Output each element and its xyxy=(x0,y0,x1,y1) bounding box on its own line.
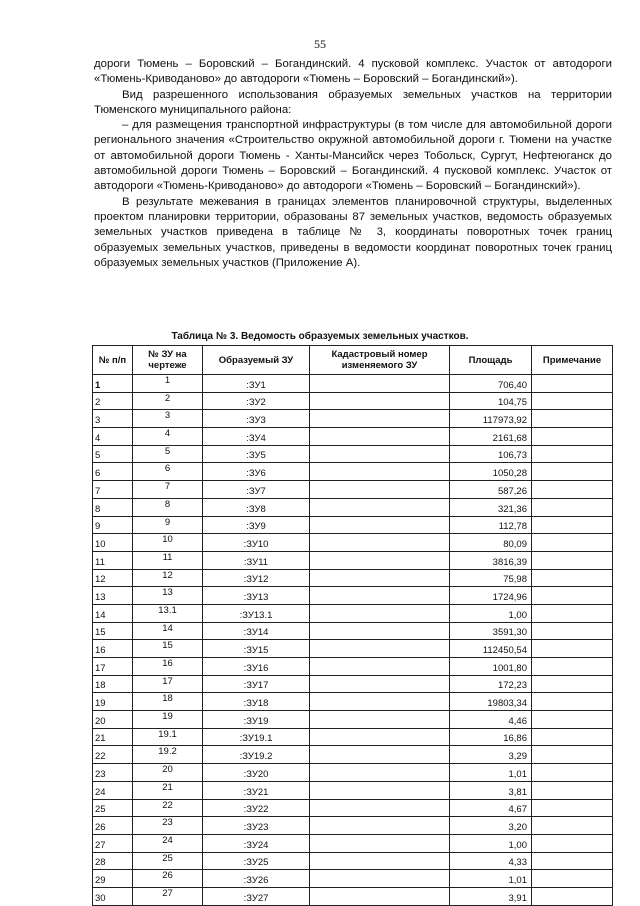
cell-cadastral-number xyxy=(310,622,450,640)
cell-formed-plot: :ЗУ22 xyxy=(203,799,310,817)
paragraph: Вид разрешенного использования образуемых земельных участков на территории Тюменского муниципального района: xyxy=(94,88,612,116)
cell-note xyxy=(532,658,613,676)
cell-number: 15 xyxy=(93,622,133,640)
cell-number: 5 xyxy=(93,445,133,463)
cell-formed-plot: :ЗУ25 xyxy=(203,852,310,870)
table-row xyxy=(93,375,613,393)
cell-formed-plot: :ЗУ3 xyxy=(203,410,310,428)
header-plot-on-drawing: № ЗУ на чертеже xyxy=(133,346,203,375)
cell-formed-plot: :ЗУ10 xyxy=(203,534,310,552)
cell-cadastral-number xyxy=(310,764,450,782)
table-row xyxy=(93,569,613,587)
cell-area: 75,98 xyxy=(450,569,532,587)
cell-number: 20 xyxy=(93,711,133,729)
cell-note xyxy=(532,640,613,658)
cell-plot-on-drawing: 2 xyxy=(133,392,203,410)
cell-cadastral-number xyxy=(310,693,450,711)
cell-formed-plot: :ЗУ19.1 xyxy=(203,728,310,746)
cell-note xyxy=(532,870,613,888)
cell-number: 28 xyxy=(93,852,133,870)
cell-note xyxy=(532,410,613,428)
cell-formed-plot: :ЗУ13.1 xyxy=(203,604,310,622)
cell-area: 1,00 xyxy=(450,604,532,622)
cell-formed-plot: :ЗУ19.2 xyxy=(203,746,310,764)
cell-plot-on-drawing: 1 xyxy=(133,375,203,393)
cell-formed-plot: :ЗУ1 xyxy=(203,375,310,393)
cell-plot-on-drawing: 22 xyxy=(133,799,203,817)
cell-cadastral-number xyxy=(310,498,450,516)
cell-formed-plot: :ЗУ9 xyxy=(203,516,310,534)
cell-area: 19803,34 xyxy=(450,693,532,711)
land-plots-table xyxy=(92,345,613,906)
cell-plot-on-drawing: 14 xyxy=(133,622,203,640)
cell-plot-on-drawing: 15 xyxy=(133,640,203,658)
table-row xyxy=(93,852,613,870)
cell-cadastral-number xyxy=(310,569,450,587)
cell-number: 25 xyxy=(93,799,133,817)
cell-note xyxy=(532,534,613,552)
cell-number: 23 xyxy=(93,764,133,782)
paragraph: дороги Тюмень – Боровский – Богандинский. 4 пусковой комплекс. Участок от автодороги «Тюмень-Криводаново» до автодороги «Тюмень – Боровский – Богандинский»). xyxy=(94,58,612,86)
cell-note xyxy=(532,834,613,852)
cell-formed-plot: :ЗУ15 xyxy=(203,640,310,658)
cell-area: 3591,30 xyxy=(450,622,532,640)
cell-note xyxy=(532,569,613,587)
cell-cadastral-number xyxy=(310,534,450,552)
cell-number: 11 xyxy=(93,551,133,569)
cell-number: 29 xyxy=(93,870,133,888)
cell-note xyxy=(532,728,613,746)
cell-note xyxy=(532,498,613,516)
cell-cadastral-number xyxy=(310,887,450,905)
table-row xyxy=(93,498,613,516)
cell-number: 17 xyxy=(93,658,133,676)
cell-area: 3816,39 xyxy=(450,551,532,569)
table-row xyxy=(93,481,613,499)
cell-area: 3,91 xyxy=(450,887,532,905)
cell-area: 1724,96 xyxy=(450,587,532,605)
header-number: № п/п xyxy=(93,346,133,375)
cell-formed-plot: :ЗУ8 xyxy=(203,498,310,516)
cell-area: 106,73 xyxy=(450,445,532,463)
table-row xyxy=(93,410,613,428)
cell-plot-on-drawing: 9 xyxy=(133,516,203,534)
cell-area: 1,00 xyxy=(450,834,532,852)
cell-formed-plot: :ЗУ6 xyxy=(203,463,310,481)
cell-cadastral-number xyxy=(310,516,450,534)
cell-number: 3 xyxy=(93,410,133,428)
cell-plot-on-drawing: 8 xyxy=(133,498,203,516)
cell-plot-on-drawing: 7 xyxy=(133,481,203,499)
table-row xyxy=(93,834,613,852)
cell-cadastral-number xyxy=(310,817,450,835)
cell-cadastral-number xyxy=(310,799,450,817)
cell-formed-plot: :ЗУ2 xyxy=(203,392,310,410)
cell-formed-plot: :ЗУ24 xyxy=(203,834,310,852)
cell-formed-plot: :ЗУ19 xyxy=(203,711,310,729)
cell-note xyxy=(532,587,613,605)
header-note: Примечание xyxy=(532,346,613,375)
cell-formed-plot: :ЗУ20 xyxy=(203,764,310,782)
table-row xyxy=(93,392,613,410)
cell-plot-on-drawing: 12 xyxy=(133,569,203,587)
cell-cadastral-number xyxy=(310,781,450,799)
cell-plot-on-drawing: 20 xyxy=(133,764,203,782)
cell-formed-plot: :ЗУ7 xyxy=(203,481,310,499)
cell-note xyxy=(532,392,613,410)
table-caption: Таблица № 3. Ведомость образуемых земельных участков. xyxy=(171,331,469,342)
cell-cadastral-number xyxy=(310,463,450,481)
cell-formed-plot: :ЗУ12 xyxy=(203,569,310,587)
table-row xyxy=(93,887,613,905)
cell-number: 10 xyxy=(93,534,133,552)
cell-area: 112,78 xyxy=(450,516,532,534)
cell-formed-plot: :ЗУ18 xyxy=(203,693,310,711)
cell-plot-on-drawing: 13.1 xyxy=(133,604,203,622)
cell-number: 24 xyxy=(93,781,133,799)
cell-area: 80,09 xyxy=(450,534,532,552)
cell-number: 26 xyxy=(93,817,133,835)
cell-plot-on-drawing: 11 xyxy=(133,551,203,569)
cell-cadastral-number xyxy=(310,428,450,446)
cell-cadastral-number xyxy=(310,551,450,569)
cell-plot-on-drawing: 17 xyxy=(133,675,203,693)
cell-cadastral-number xyxy=(310,481,450,499)
cell-cadastral-number xyxy=(310,728,450,746)
cell-number: 6 xyxy=(93,463,133,481)
table-row xyxy=(93,658,613,676)
page-number: 55 xyxy=(314,37,326,51)
cell-cadastral-number xyxy=(310,834,450,852)
cell-note xyxy=(532,711,613,729)
table-row xyxy=(93,428,613,446)
cell-area: 172,23 xyxy=(450,675,532,693)
cell-area: 1,01 xyxy=(450,870,532,888)
cell-formed-plot: :ЗУ11 xyxy=(203,551,310,569)
cell-number: 18 xyxy=(93,675,133,693)
cell-plot-on-drawing: 16 xyxy=(133,658,203,676)
cell-number: 13 xyxy=(93,587,133,605)
cell-formed-plot: :ЗУ13 xyxy=(203,587,310,605)
table-header-row xyxy=(93,346,613,375)
cell-note xyxy=(532,852,613,870)
cell-area: 117973,92 xyxy=(450,410,532,428)
cell-note xyxy=(532,887,613,905)
cell-cadastral-number xyxy=(310,852,450,870)
table-row xyxy=(93,870,613,888)
cell-note xyxy=(532,463,613,481)
cell-plot-on-drawing: 25 xyxy=(133,852,203,870)
cell-note xyxy=(532,799,613,817)
cell-formed-plot: :ЗУ4 xyxy=(203,428,310,446)
cell-number: 27 xyxy=(93,834,133,852)
cell-number: 1 xyxy=(93,375,133,393)
cell-note xyxy=(532,675,613,693)
cell-plot-on-drawing: 19.1 xyxy=(133,728,203,746)
cell-note xyxy=(532,375,613,393)
table-body xyxy=(93,375,613,906)
cell-number: 12 xyxy=(93,569,133,587)
cell-cadastral-number xyxy=(310,870,450,888)
cell-note xyxy=(532,516,613,534)
cell-note xyxy=(532,622,613,640)
cell-plot-on-drawing: 19 xyxy=(133,711,203,729)
cell-number: 9 xyxy=(93,516,133,534)
cell-formed-plot: :ЗУ26 xyxy=(203,870,310,888)
cell-area: 4,67 xyxy=(450,799,532,817)
cell-cadastral-number xyxy=(310,375,450,393)
paragraph: – для размещения транспортной инфраструктуры (в том числе для автомобильной дороги регионального значения «Строительство окружной автомобильной дороги г. Тюмени на участке от автомобильной дороги Тюмень - Ханты-Мансийск через Тобольск, Сургут, Нефтеюганск до автомобильной дороги Тюмень – Боровский – Богандинский. 4 пусковой комплекс. Участок от автодороги «Тюмень-Криводаново» до автодороги «Тюмень – Боровский – Богандинский»). xyxy=(94,119,612,193)
cell-area: 104,75 xyxy=(450,392,532,410)
cell-plot-on-drawing: 19.2 xyxy=(133,746,203,764)
cell-cadastral-number xyxy=(310,392,450,410)
table-row xyxy=(93,711,613,729)
cell-number: 14 xyxy=(93,604,133,622)
cell-area: 706,40 xyxy=(450,375,532,393)
cell-plot-on-drawing: 3 xyxy=(133,410,203,428)
cell-number: 8 xyxy=(93,498,133,516)
table-row xyxy=(93,622,613,640)
table-row xyxy=(93,516,613,534)
table-row xyxy=(93,675,613,693)
cell-note xyxy=(532,604,613,622)
body-text xyxy=(94,57,612,271)
cell-area: 2161,68 xyxy=(450,428,532,446)
cell-area: 112450,54 xyxy=(450,640,532,658)
table-row xyxy=(93,817,613,835)
cell-area: 16,86 xyxy=(450,728,532,746)
table-row xyxy=(93,693,613,711)
table-row xyxy=(93,728,613,746)
cell-area: 1050,28 xyxy=(450,463,532,481)
table-row xyxy=(93,799,613,817)
cell-note xyxy=(532,445,613,463)
cell-note xyxy=(532,693,613,711)
cell-formed-plot: :ЗУ17 xyxy=(203,675,310,693)
cell-cadastral-number xyxy=(310,658,450,676)
cell-formed-plot: :ЗУ21 xyxy=(203,781,310,799)
cell-formed-plot: :ЗУ16 xyxy=(203,658,310,676)
cell-area: 1,01 xyxy=(450,764,532,782)
cell-plot-on-drawing: 10 xyxy=(133,534,203,552)
cell-number: 30 xyxy=(93,887,133,905)
cell-number: 22 xyxy=(93,746,133,764)
cell-note xyxy=(532,817,613,835)
cell-plot-on-drawing: 27 xyxy=(133,887,203,905)
cell-plot-on-drawing: 26 xyxy=(133,870,203,888)
table-row xyxy=(93,445,613,463)
cell-area: 1001,80 xyxy=(450,658,532,676)
cell-plot-on-drawing: 24 xyxy=(133,834,203,852)
cell-cadastral-number xyxy=(310,445,450,463)
cell-area: 587,26 xyxy=(450,481,532,499)
cell-plot-on-drawing: 23 xyxy=(133,817,203,835)
table-row xyxy=(93,781,613,799)
cell-note xyxy=(532,764,613,782)
cell-cadastral-number xyxy=(310,587,450,605)
cell-area: 3,20 xyxy=(450,817,532,835)
cell-cadastral-number xyxy=(310,640,450,658)
cell-formed-plot: :ЗУ27 xyxy=(203,887,310,905)
table-row xyxy=(93,587,613,605)
cell-number: 4 xyxy=(93,428,133,446)
cell-formed-plot: :ЗУ5 xyxy=(203,445,310,463)
cell-note xyxy=(532,551,613,569)
table-row xyxy=(93,746,613,764)
cell-note xyxy=(532,746,613,764)
cell-plot-on-drawing: 18 xyxy=(133,693,203,711)
table-row xyxy=(93,640,613,658)
cell-number: 19 xyxy=(93,693,133,711)
header-formed-plot: Образуемый ЗУ xyxy=(203,346,310,375)
cell-area: 4,46 xyxy=(450,711,532,729)
paragraph: В результате межевания в границах элементов планировочной структуры, выделенных проектом планировки территории, образованы 87 земельных участков, ведомость образуемых земельных участков приведена в таблице № 3, координаты поворотных точек границ образуемых земельных участков, приведены в ведомости координат поворотных точек границ образуемых земельных участков (Приложение А). xyxy=(94,195,612,269)
cell-number: 7 xyxy=(93,481,133,499)
cell-number: 2 xyxy=(93,392,133,410)
table-row xyxy=(93,764,613,782)
cell-plot-on-drawing: 6 xyxy=(133,463,203,481)
cell-area: 321,36 xyxy=(450,498,532,516)
cell-note xyxy=(532,481,613,499)
cell-number: 21 xyxy=(93,728,133,746)
cell-note xyxy=(532,428,613,446)
cell-plot-on-drawing: 5 xyxy=(133,445,203,463)
cell-area: 3,81 xyxy=(450,781,532,799)
cell-plot-on-drawing: 4 xyxy=(133,428,203,446)
table-row xyxy=(93,534,613,552)
header-area: Площадь xyxy=(450,346,532,375)
cell-cadastral-number xyxy=(310,675,450,693)
cell-formed-plot: :ЗУ14 xyxy=(203,622,310,640)
table-row xyxy=(93,604,613,622)
table-row xyxy=(93,463,613,481)
cell-area: 4,33 xyxy=(450,852,532,870)
header-cadastral-number: Кадастровый номер изменяемого ЗУ xyxy=(310,346,450,375)
cell-cadastral-number xyxy=(310,410,450,428)
cell-cadastral-number xyxy=(310,711,450,729)
cell-plot-on-drawing: 21 xyxy=(133,781,203,799)
cell-cadastral-number xyxy=(310,604,450,622)
cell-area: 3,29 xyxy=(450,746,532,764)
cell-cadastral-number xyxy=(310,746,450,764)
table-row xyxy=(93,551,613,569)
cell-number: 16 xyxy=(93,640,133,658)
cell-plot-on-drawing: 13 xyxy=(133,587,203,605)
cell-note xyxy=(532,781,613,799)
cell-formed-plot: :ЗУ23 xyxy=(203,817,310,835)
